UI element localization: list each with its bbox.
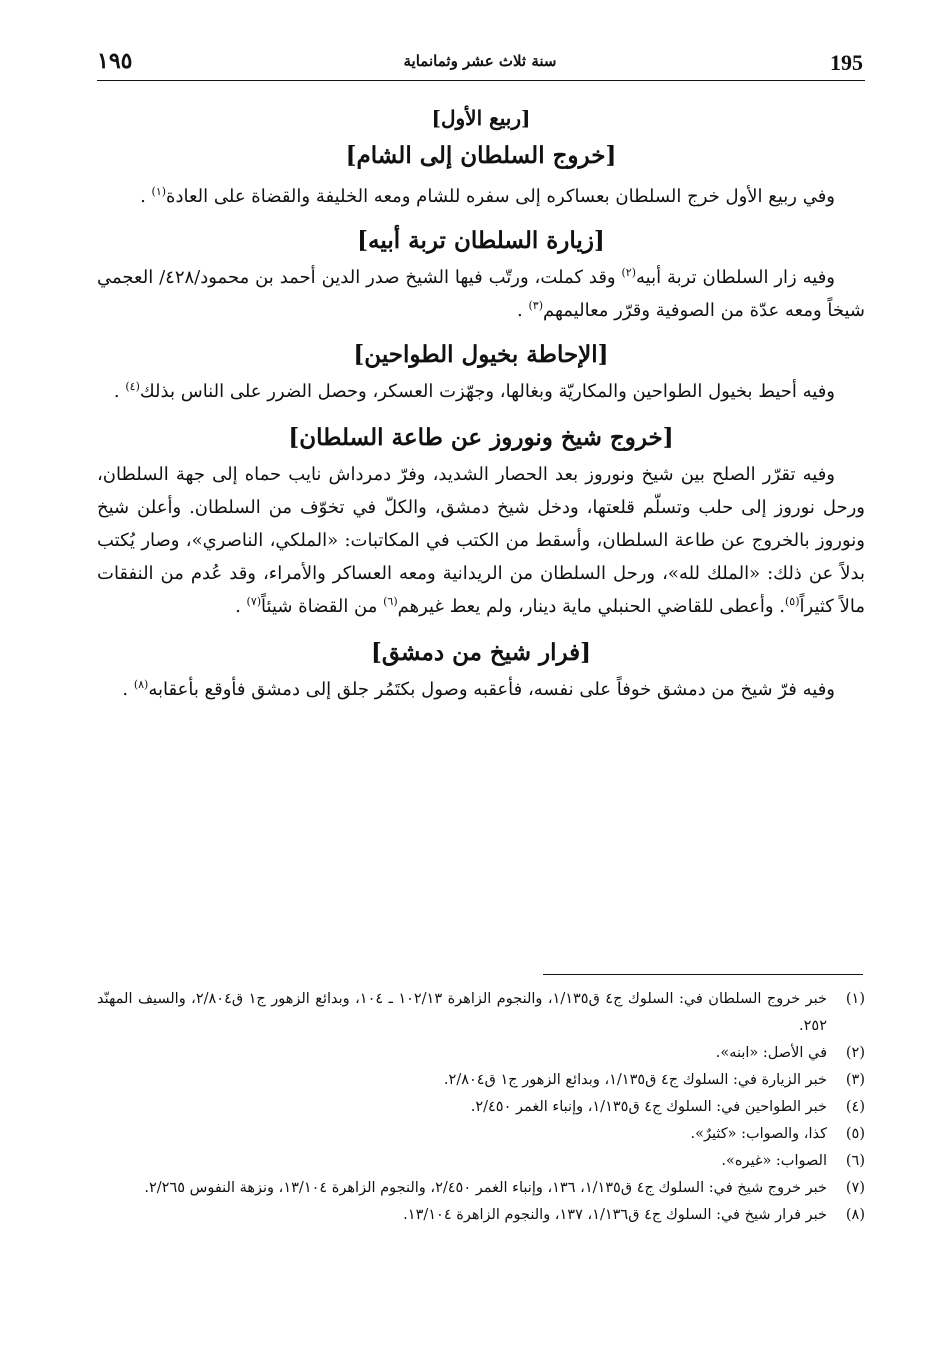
footnote-item [97, 986, 865, 1040]
footnote-ref: (٧) [246, 595, 262, 608]
section-tomb-visit [97, 221, 865, 327]
page-number-arabic: ١٩٥ [97, 48, 133, 74]
footnote-text: خبر الزيارة في: السلوك ج٤ ق١/١٣٥، وبدائع الزهور ج١ ق٢/٨٠٤. [443, 1072, 827, 1088]
footnote-ref: (٤) [125, 380, 140, 393]
footnote-item [97, 1040, 865, 1067]
footnote-item [97, 1067, 865, 1094]
footnote-item [97, 1175, 865, 1202]
footnote-ref: (٥) [785, 595, 800, 608]
footnote-number: (٣) [845, 1072, 865, 1088]
footnote-text: خبر خروج السلطان في: السلوك ج٤ ق١/١٣٥، والنجوم الزاهرة ١٠٢/١٣ ـ ١٠٤، وبدائع الزهور ج١ ق٢/٨٠٤، والسيف المهنّد ٢٥٢. [97, 991, 828, 1034]
footnote-item [97, 1202, 865, 1229]
footnotes [97, 986, 865, 1229]
footnote-item [97, 1148, 865, 1175]
section-flight [97, 633, 865, 706]
section-mill-horses [97, 335, 865, 408]
footnote-text: كذا، والصواب: «كثيرٌ». [690, 1126, 827, 1142]
footnote-ref: (٨) [133, 678, 149, 691]
footnote-item [97, 1094, 865, 1121]
section-paragraph: وفيه زار السلطان تربة أبيه$^{(٢)}$ وقد كملت، ورتّب فيها الشيخ صدر الدين أحمد بن محمود/٤٢٨/ العجمي شيخاً ومعه عدّة من الصوفية وقرّر معاليمهم$^{(٣)}$ . [97, 266, 865, 321]
footnote-text: الصواب: «غيره». [721, 1153, 827, 1169]
footnote-number: (١) [845, 991, 865, 1007]
month-heading: [ربيع الأول] [431, 106, 531, 130]
main-text [97, 100, 865, 706]
section-paragraph: وفيه أحيط بخيول الطواحين والمكاريّة وبغالها، وجهّزت العسكر، وحصل الضرر على الناس بذلك$^{(٤)}$ . [113, 380, 835, 402]
footnote-item [97, 1121, 865, 1148]
header-divider [97, 80, 865, 81]
section-paragraph: وفي ربيع الأول خرج السلطان بعساكره إلى سفره للشام ومعه الخليفة والقضاة على العادة$^{(١)}$ . [140, 185, 835, 207]
section-paragraph: وفيه فرّ شيخ من دمشق خوفاً على نفسه، فأعقبه وصول بكتَمُر جلق إلى دمشق فأوقع بأعقابه$^{(٨)}$ . [122, 678, 835, 700]
section-heading: [فرار شيخ من دمشق] [370, 639, 592, 666]
footnote-number: (٦) [845, 1153, 865, 1169]
section-heading: [خروج شيخ ونوروز عن طاعة السلطان] [288, 424, 674, 451]
page-number-latin: 195 [830, 50, 863, 75]
footnote-text: في الأصل: «ابنه». [715, 1045, 827, 1061]
section-heading: [زيارة السلطان تربة أبيه] [357, 227, 605, 254]
footnote-divider [543, 974, 863, 975]
footnote-ref: (٦) [383, 595, 398, 608]
footnote-text: خبر الطواحين في: السلوك ج٤ ق١/١٣٥، وإنباء الغمر ٢/٤٥٠. [470, 1099, 827, 1115]
footnote-ref: (٢) [621, 266, 637, 279]
running-title: سنة ثلاث عشر وثمانماية [403, 52, 557, 70]
footnote-number: (٤) [845, 1099, 865, 1115]
section-rebellion [97, 418, 865, 623]
footnote-number: (٧) [845, 1180, 865, 1196]
section-paragraph: وفيه تقرّر الصلح بين شيخ ونوروز بعد الحصار الشديد، وفرّ دمرداش نايب حماه إلى جهة السلطان، ورحل نوروز إلى حلب وتسلّم قلعتها، ودخل شيخ دمشق، والكلّ في تخوّف من السلطان. وأعلن شيخ ونوروز بالخروج عن طاعة السلطان، وأسقط من الكتب في المكاتبات: «الملكي، الناصري»، وصار يُكتب بدلاً عن ذلك: «الملك لله»، ورحل السلطان من الريدانية ومعه العساكر والأمراء، وقد عُدم من النفقات مالاً كثيراً$^{(٥)}$. وأعطى للقاضي الحنبلي ماية دينار، ولم يعط غيرهم$^{(٦)}$ من القضاة شيئاً$^{(٧)}$ . [97, 464, 866, 617]
footnote-number: (٨) [845, 1207, 865, 1223]
footnote-text: خبر خروج شيخ في: السلوك ج٤ ق١/١٣٥، ١٣٦، وإنباء الغمر ٢/٤٥٠، والنجوم الزاهرة ١٣/١٠٤، ونزهة النفوس ٢/٢٦٥. [144, 1180, 827, 1196]
footnote-text: خبر فرار شيخ في: السلوك ج٤ ق١/١٣٦، ١٣٧، والنجوم الزاهرة ١٣/١٠٤. [403, 1207, 827, 1223]
section-sultan-departure [97, 136, 865, 213]
section-heading: [خروج السلطان إلى الشام] [345, 142, 617, 169]
footnote-number: (٥) [845, 1126, 865, 1142]
section-heading: [الإحاطة بخيول الطواحين] [353, 341, 609, 368]
footnote-number: (٢) [845, 1045, 865, 1061]
footnote-ref: (٣) [528, 299, 543, 312]
footnote-ref: (١) [151, 185, 167, 198]
